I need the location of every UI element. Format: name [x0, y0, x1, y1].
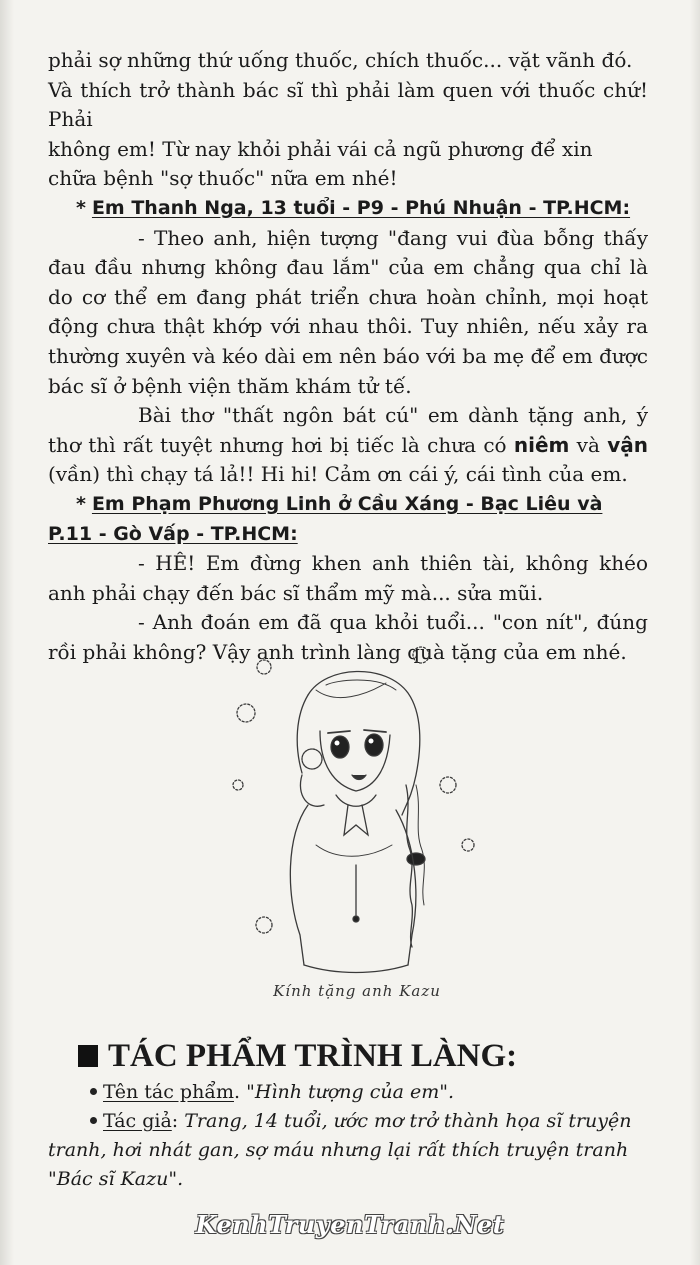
letters-column	[48, 46, 648, 667]
black-square-icon	[78, 1045, 98, 1067]
reply2-heading-text2: P.11 - Gò Vấp - TP.HCM:	[48, 522, 298, 545]
intro-line-4: chữa bệnh "sợ thuốc" nữa em nhé!	[48, 166, 398, 191]
reply2-heading-text1: Em Phạm Phương Linh ở Cầu Xáng - Bạc Liêu và	[91, 492, 603, 515]
bullet-icon	[90, 1088, 97, 1095]
intro-line-3: không em! Từ nay khỏi phải vái cả ngũ phương để xin	[48, 136, 593, 161]
drawing-caption: Kính tặng anh Kazu	[273, 982, 441, 1000]
showcase-details	[48, 1078, 648, 1194]
site-watermark: KenhTruyenTranh.Net	[195, 1210, 505, 1239]
reply1-para2-a: Bài thơ "thất ngôn bát cú" em dành tặng anh, ý thơ thì rất tuyệt nhưng hơi bị tiếc là chưa có	[48, 403, 648, 457]
scan-edge-left	[0, 0, 14, 1265]
work-title-value: "Hình tượng của em".	[246, 1081, 455, 1103]
author-item	[48, 1107, 648, 1194]
reply1-bold-niem: niêm	[513, 432, 570, 457]
reply1-para1: - Theo anh, hiện tượng "đang vui đùa bỗng thấy đau đầu nhưng không đau lắm" của em chẳng qua chỉ là do cơ thể em đang phát triển chưa hoàn chỉnh, mọi hoạt động chưa thật khớp với nhau thôi. Tuy nhiên, nếu xảy ra thường xuyên và kéo dài em nên báo với ba mẹ để em được bác sĩ ở bệnh viện thăm khám tử tế.	[48, 225, 648, 398]
reply1-star: *	[76, 196, 86, 219]
scan-edge-right	[690, 0, 700, 1265]
author-label: Tác giả	[103, 1110, 172, 1132]
reply1-para2-d: (vần) thì chạy tá lả!! Hi hi! Cảm ơn cái ý, cái tình của em.	[48, 462, 628, 487]
reply1-para2	[48, 401, 648, 490]
reply1-heading	[48, 194, 648, 224]
bullet-icon	[90, 1117, 97, 1124]
work-title-sep: .	[233, 1081, 247, 1103]
intro-line-2: Và thích trở thành bác sĩ thì phải làm quen với thuốc chứ! Phải	[48, 77, 648, 132]
reply1-para2-c: và	[569, 432, 608, 457]
reply2-heading-line1	[48, 490, 648, 520]
reply2-heading-line2	[48, 520, 648, 550]
work-title-label: Tên tác phẩm	[103, 1081, 234, 1103]
reply2-star: *	[76, 492, 86, 515]
reply1-heading-text: Em Thanh Nga, 13 tuổi - P9 - Phú Nhuận - TP.HCM:	[91, 196, 631, 219]
reply2-para2: - Anh đoán em đã qua khỏi tuổi... "con nít", đúng rồi phải không? Vậy anh trình làng quà tặng của em nhé.	[48, 610, 648, 664]
showcase-title-text: TÁC PHẨM TRÌNH LÀNG:	[108, 1038, 518, 1074]
reply2-para1: - HÊ! Em đừng khen anh thiên tài, không khéo anh phải chạy đến bác sĩ thẩm mỹ mà... sửa mũi.	[48, 551, 648, 605]
showcase-section	[78, 1036, 638, 1076]
girl-sketch-illustration	[216, 635, 486, 1015]
author-value: Trang, 14 tuổi, ước mơ trở thành họa sĩ truyện tranh, hơi nhát gan, sợ máu nhưng lại rất thích truyện tranh "Bác sĩ Kazu".	[48, 1110, 632, 1190]
reply1-bold-van: vận	[607, 432, 648, 457]
author-sep: :	[171, 1110, 185, 1132]
showcase-title	[78, 1036, 638, 1076]
intro-line-1: phải sợ những thứ uống thuốc, chích thuốc... vặt vãnh đó.	[48, 48, 633, 72]
work-title-item	[48, 1078, 648, 1107]
